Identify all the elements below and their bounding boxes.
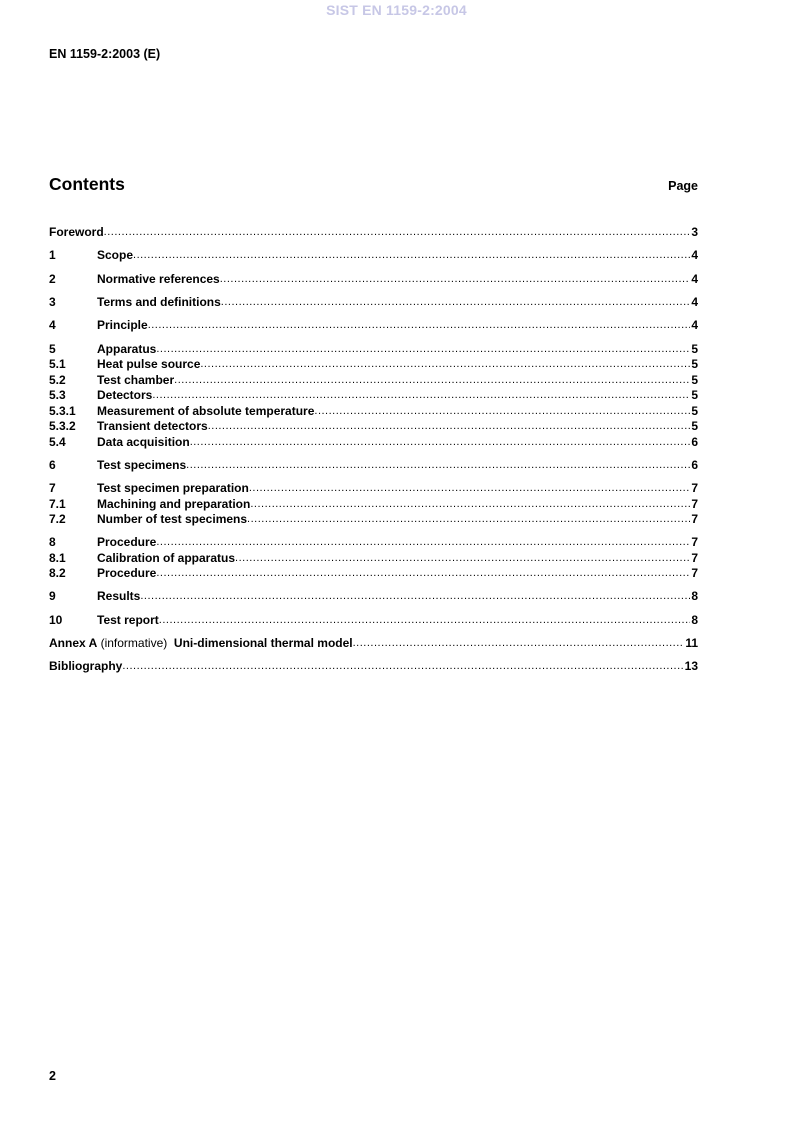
toc-entry-number: 8.2 bbox=[49, 566, 66, 580]
toc-entry[interactable] bbox=[49, 386, 698, 402]
dot-leader bbox=[314, 404, 690, 418]
toc-entry-page: 5 bbox=[691, 357, 698, 371]
toc-entry-title: Normative references bbox=[97, 272, 220, 286]
dot-leader bbox=[186, 458, 690, 472]
toc-entry-number: 5.2 bbox=[49, 373, 66, 387]
toc-entry-page: 7 bbox=[691, 512, 698, 526]
dot-leader bbox=[148, 318, 691, 332]
toc-entry[interactable] bbox=[49, 495, 698, 511]
dot-leader bbox=[208, 419, 691, 433]
toc-entry-title: Number of test specimens bbox=[97, 512, 248, 526]
toc-entry-page: 7 bbox=[691, 566, 698, 580]
toc-entry-title: Scope bbox=[97, 248, 134, 262]
toc-entry-page: 5 bbox=[691, 388, 698, 402]
toc-entry[interactable] bbox=[49, 402, 698, 418]
toc-entry[interactable] bbox=[49, 340, 698, 356]
toc-entry[interactable] bbox=[49, 316, 698, 332]
toc-entry-title: Foreword bbox=[49, 225, 104, 239]
dot-leader bbox=[133, 248, 690, 262]
dot-leader bbox=[156, 342, 690, 356]
dot-leader bbox=[200, 357, 690, 371]
toc-entry-number: 2 bbox=[49, 272, 56, 286]
toc-entry-title: Annex A (informative) Uni-dimensional thermal model bbox=[49, 636, 353, 650]
toc-entry-page: 3 bbox=[691, 225, 698, 239]
toc-entry[interactable] bbox=[49, 549, 698, 565]
dot-leader bbox=[353, 636, 685, 650]
toc-entry[interactable] bbox=[49, 533, 698, 549]
toc-entry[interactable] bbox=[49, 657, 698, 673]
toc-entry-page: 7 bbox=[691, 497, 698, 511]
toc-entry-title: Apparatus bbox=[97, 342, 157, 356]
toc-entry-page: 4 bbox=[691, 295, 698, 309]
dot-leader bbox=[247, 512, 690, 526]
toc-entry-page: 13 bbox=[684, 659, 698, 673]
toc-entry-page: 4 bbox=[691, 248, 698, 262]
toc-entry[interactable] bbox=[49, 417, 698, 433]
toc-entry[interactable] bbox=[49, 587, 698, 603]
toc-entry-page: 6 bbox=[691, 435, 698, 449]
toc-entry-title: Measurement of absolute temperature bbox=[97, 404, 315, 418]
toc-entry-number: 7.2 bbox=[49, 512, 66, 526]
toc-entry[interactable] bbox=[49, 564, 698, 580]
toc-entry-title: Test chamber bbox=[97, 373, 175, 387]
toc-entry[interactable] bbox=[49, 246, 698, 262]
toc-entry[interactable] bbox=[49, 355, 698, 371]
toc-entry-number: 5.3.1 bbox=[49, 404, 76, 418]
toc-entry-title: Calibration of apparatus bbox=[97, 551, 236, 565]
toc-entry-title: Test specimen preparation bbox=[97, 481, 249, 495]
toc-entry[interactable] bbox=[49, 371, 698, 387]
dot-leader bbox=[104, 225, 691, 239]
toc-entry-number: 7 bbox=[49, 481, 56, 495]
toc-entry-page: 5 bbox=[691, 373, 698, 387]
toc-entry-title: Data acquisition bbox=[97, 435, 190, 449]
toc-entry-title: Heat pulse source bbox=[97, 357, 201, 371]
dot-leader bbox=[221, 295, 691, 309]
document-id: EN 1159-2:2003 (E) bbox=[49, 47, 161, 61]
toc-entry-page: 5 bbox=[691, 404, 698, 418]
toc-entry-page: 7 bbox=[691, 535, 698, 549]
dot-leader bbox=[156, 535, 690, 549]
page-number: 2 bbox=[49, 1069, 56, 1083]
toc-entry-page: 4 bbox=[691, 318, 698, 332]
toc-entry-number: 8.1 bbox=[49, 551, 66, 565]
watermark: SIST EN 1159-2:2004 bbox=[326, 2, 467, 18]
toc-entry-number: 5.3 bbox=[49, 388, 66, 402]
toc-entry-title: Test report bbox=[97, 613, 159, 627]
toc-entry-page: 11 bbox=[685, 636, 698, 650]
dot-leader bbox=[122, 659, 683, 673]
toc-entry-number: 5 bbox=[49, 342, 56, 356]
dot-leader bbox=[190, 435, 691, 449]
toc-entry-number: 8 bbox=[49, 535, 56, 549]
toc-entry-number: 6 bbox=[49, 458, 56, 472]
toc-entry-title: Transient detectors bbox=[97, 419, 208, 433]
toc-entry-page: 7 bbox=[691, 481, 698, 495]
toc-entry-title: Results bbox=[97, 589, 141, 603]
dot-leader bbox=[250, 497, 690, 511]
dot-leader bbox=[159, 613, 691, 627]
dot-leader bbox=[174, 373, 690, 387]
toc-entry-title: Machining and preparation bbox=[97, 497, 251, 511]
toc-entry-title: Bibliography bbox=[49, 659, 123, 673]
toc-entry-page: 8 bbox=[691, 613, 698, 627]
toc-entry[interactable] bbox=[49, 293, 698, 309]
toc-entry[interactable] bbox=[49, 611, 698, 627]
toc-entry-page: 5 bbox=[691, 342, 698, 356]
toc-entry-page: 8 bbox=[691, 589, 698, 603]
toc-entry-number: 7.1 bbox=[49, 497, 66, 511]
page-column-heading: Page bbox=[668, 179, 698, 193]
dot-leader bbox=[235, 551, 690, 565]
toc-entry-number: 9 bbox=[49, 589, 56, 603]
toc-entry[interactable] bbox=[49, 433, 698, 449]
dot-leader bbox=[156, 566, 690, 580]
toc-entry-number: 10 bbox=[49, 613, 63, 627]
toc-entry-page: 6 bbox=[691, 458, 698, 472]
toc-entry-title: Procedure bbox=[97, 566, 157, 580]
toc-entry-title: Test specimens bbox=[97, 458, 187, 472]
toc-entry-title: Terms and definitions bbox=[97, 295, 221, 309]
toc-entry-number: 5.3.2 bbox=[49, 419, 76, 433]
toc-entry[interactable] bbox=[49, 479, 698, 495]
toc-entry-title: Procedure bbox=[97, 535, 157, 549]
toc-entry-page: 7 bbox=[691, 551, 698, 565]
toc-entry-number: 5.1 bbox=[49, 357, 66, 371]
contents-title: Contents bbox=[49, 174, 125, 194]
dot-leader bbox=[140, 589, 690, 603]
toc-entry[interactable] bbox=[49, 223, 698, 239]
toc-entry[interactable] bbox=[49, 456, 698, 472]
dot-leader bbox=[249, 481, 690, 495]
toc-entry-title: Detectors bbox=[97, 388, 153, 402]
toc-entry-number: 5.4 bbox=[49, 435, 66, 449]
toc-entry[interactable] bbox=[49, 510, 698, 526]
toc-entry-number: 1 bbox=[49, 248, 56, 262]
toc-entry-page: 5 bbox=[691, 419, 698, 433]
toc-entry-title: Principle bbox=[97, 318, 148, 332]
toc-entry-page: 4 bbox=[691, 272, 698, 286]
toc-entry-number: 3 bbox=[49, 295, 56, 309]
toc-entry[interactable] bbox=[49, 634, 698, 650]
dot-leader bbox=[152, 388, 690, 402]
dot-leader bbox=[220, 272, 691, 286]
toc-entry[interactable] bbox=[49, 270, 698, 286]
toc-entry-number: 4 bbox=[49, 318, 56, 332]
